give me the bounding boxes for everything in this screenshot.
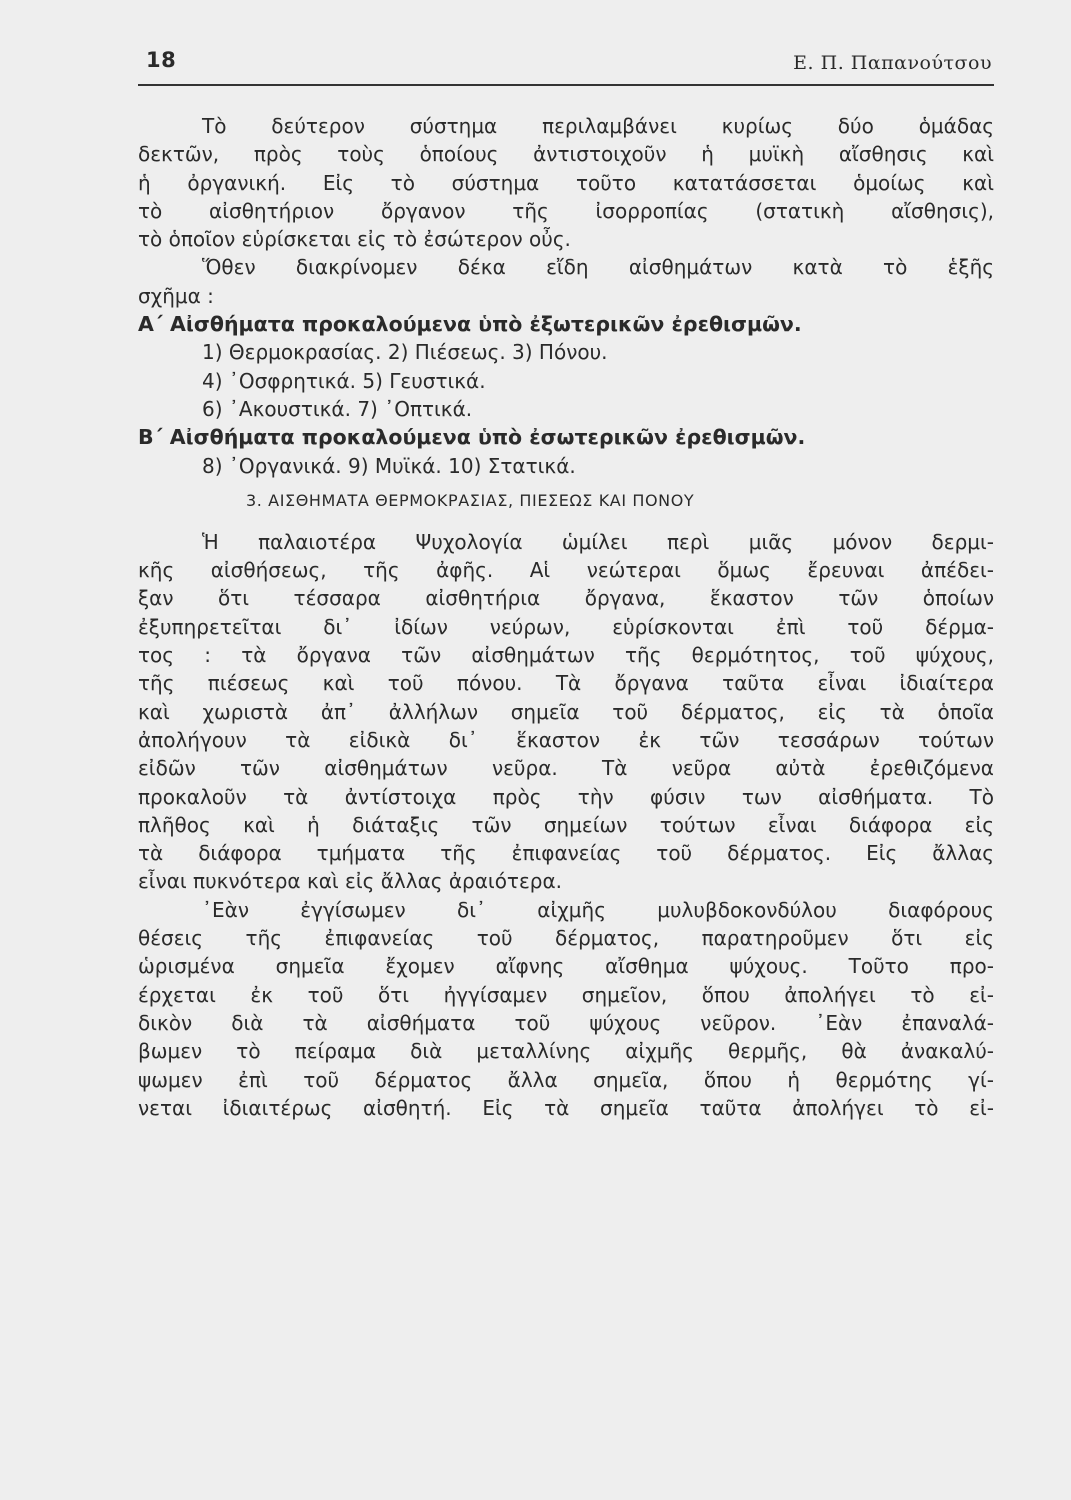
text-line: Ἡ παλαιοτέρα Ψυχολογία ὡμίλει περὶ μιᾶς μόνον δερμι- [202, 529, 994, 554]
text-line: καὶ χωριστὰ ἀπ᾿ ἀλλήλων σημεῖα τοῦ δέρματος, εἰς τὰ ὁποῖα [138, 699, 994, 724]
list-group-a-title: Α΄ Αἰσθήματα προκαλούμενα ὑπὸ ἐξωτερικῶν ἐρεθισμῶν. [138, 312, 802, 337]
list-group-b-title: Β΄ Αἰσθήματα προκαλούμενα ὑπὸ ἐσωτερικῶν ἐρεθισμῶν. [138, 425, 806, 450]
text-line: προκαλοῦν τὰ ἀντίστοιχα πρὸς τὴν φύσιν των αἰσθήματα. Τὸ [138, 784, 994, 809]
text-line: ξαν ὅτι τέσσαρα αἰσθητήρια ὄργανα, ἕκαστον τῶν ὁποίων [138, 586, 994, 611]
paragraph-2 [138, 253, 994, 310]
paragraph-3 [138, 528, 994, 896]
paragraph-1 [138, 112, 994, 253]
text-line: νεται ἰδιαιτέρως αἰσθητή. Εἰς τὰ σημεῖα ταῦτα ἀπολήγει τὸ εἰ- [138, 1095, 994, 1120]
header-rule [138, 84, 994, 86]
text-line: Ὅθεν διακρίνομεν δέκα εἴδη αἰσθημάτων κατὰ τὸ ἑξῆς [202, 255, 994, 280]
list-item: 1) Θερμοκρασίας. 2) Πιέσεως. 3) Πόνου. [202, 340, 608, 365]
paragraph-4 [138, 896, 994, 1122]
text-line: βωμεν τὸ πείραμα διὰ μεταλλίνης αἰχμῆς θερμῆς, θὰ ἀνακαλύ- [138, 1039, 994, 1064]
text-line: πλῆθος καὶ ἡ διάταξις τῶν σημείων τούτων εἶναι διάφορα εἰς [138, 812, 994, 837]
text-line: Τὸ δεύτερον σύστημα περιλαμβάνει κυρίως δύο ὁμάδας [202, 114, 994, 138]
list-item: 6) ᾿Ακουστικά. 7) ᾿Οπτικά. [202, 396, 473, 421]
text-line: έρχεται ἐκ τοῦ ὅτι ἠγγίσαμεν σημεῖον, ὅπου ἀπολήγει τὸ εἰ- [138, 982, 994, 1007]
text-line: τος : τὰ ὄργανα τῶν αἰσθημάτων τῆς θερμότητος, τοῦ ψύχους, [138, 643, 994, 668]
text-line: θέσεις τῆς ἐπιφανείας τοῦ δέρματος, παρατηροῦμεν ὅτι εἰς [138, 926, 994, 951]
text-line: κῆς αἰσθήσεως, τῆς ἀφῆς. Αἱ νεώτεραι ὅμως ἔρευναι ἀπέδει- [138, 558, 994, 583]
section-title: 3. ΑΙΣΘΗΜΑΤΑ ΘΕΡΜΟΚΡΑΣΙΑΣ, ΠΙΕΣΕΩΣ ΚΑΙ ΠΟΝΟΥ [246, 490, 695, 510]
text-line: ἐξυπηρετεῖται δι᾿ ἰδίων νεύρων, εὑρίσκονται ἐπὶ τοῦ δέρμα- [138, 614, 994, 639]
text-line: τῆς πιέσεως καὶ τοῦ πόνου. Τὰ ὄργανα ταῦτα εἶναι ἰδιαίτερα [138, 671, 994, 696]
text-line: δεκτῶν, πρὸς τοὺς ὁποίους ἀντιστοιχοῦν ἡ μυϊκὴ αἴσθησις καὶ [138, 142, 994, 167]
text-line: σχῆμα : [138, 283, 214, 308]
sensation-list [138, 310, 994, 480]
list-item: 4) ᾿Οσφρητικά. 5) Γευστικά. [202, 368, 486, 393]
page-number: 18 [146, 48, 177, 72]
page-header [146, 48, 992, 88]
text-line: ὡρισμένα σημεῖα ἔχομεν αἴφνης αἴσθημα ψύχους. Τοῦτο προ- [138, 954, 994, 979]
text-line: ἡ ὀργανική. Εἰς τὸ σύστημα τοῦτο κατατάσσεται ὁμοίως καὶ [138, 170, 994, 195]
text-line: δικὸν διὰ τὰ αἰσθήματα τοῦ ψύχους νεῦρον. ᾿Εὰν ἐπαναλά- [138, 1010, 994, 1035]
text-line: ᾿Εὰν ἐγγίσωμεν δι᾿ αἰχμῆς μυλυβδοκονδύλου διαφόρους [202, 897, 994, 922]
running-head-author: Ε. Π. Παπανούτσου [793, 52, 992, 74]
text-line: εἰδῶν τῶν αἰσθημάτων νεῦρα. Τὰ νεῦρα αὐτὰ ἐρεθιζόμενα [138, 756, 994, 781]
text-line: τὸ αἰσθητήριον ὄργανον τῆς ἰσορροπίας (στατικὴ αἴσθησις), [138, 198, 994, 223]
page-body [138, 112, 994, 1122]
list-item: 8) ᾿Οργανικά. 9) Μυϊκά. 10) Στατικά. [202, 453, 576, 478]
text-line: ἀπολήγουν τὰ εἰδικὰ δι᾿ ἕκαστον ἐκ τῶν τεσσάρων τούτων [138, 727, 994, 752]
text-line: τὸ ὁποῖον εὑρίσκεται εἰς τὸ ἐσώτερον οὖς. [138, 227, 571, 252]
text-line: τὰ διάφορα τμήματα τῆς ἐπιφανείας τοῦ δέρματος. Εἰς ἄλλας [138, 841, 994, 866]
text-line: ψωμεν ἐπὶ τοῦ δέρματος ἄλλα σημεῖα, ὅπου ἡ θερμότης γί- [138, 1067, 994, 1092]
text-line: εἶναι πυκνότερα καὶ εἰς ἄλλας ἀραιότερα. [138, 869, 563, 894]
